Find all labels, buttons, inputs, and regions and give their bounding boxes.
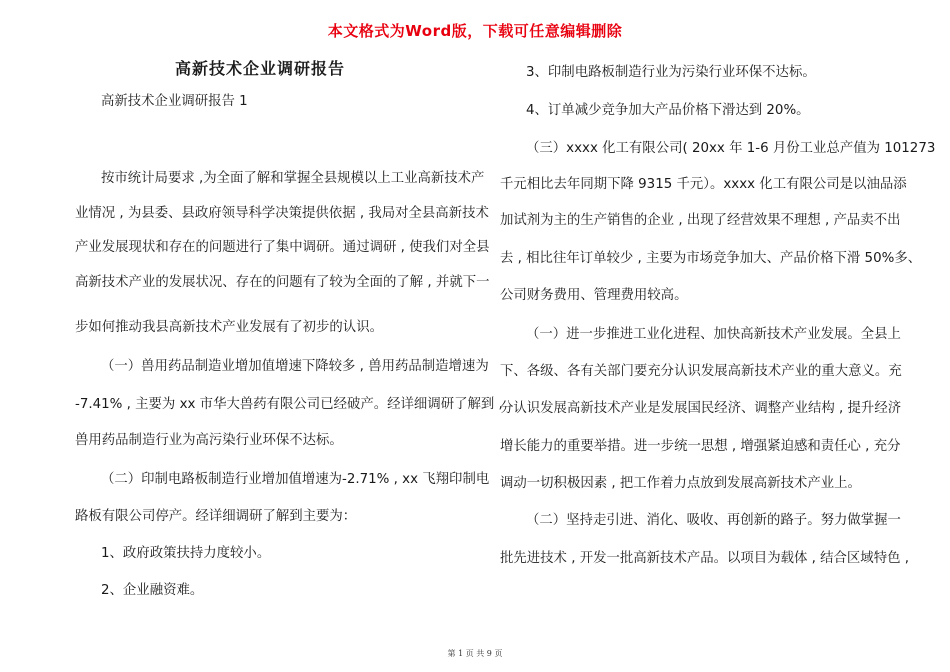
paragraph-line: 业情况 , 为县委、县政府领导科学决策提供依据 , 我局对全县高新技术 bbox=[75, 206, 489, 221]
page-footer: 第 1 页 共 9 页 bbox=[447, 649, 503, 658]
paragraph-line: （一）兽用药品制造业增加值增速下降较多 , 兽用药品制造增速为 bbox=[101, 359, 489, 374]
paragraph-line: 步如何推动我县高新技术产业发展有了初步的认识。 bbox=[75, 320, 383, 335]
paragraph-line: 4、订单减少竞争加大产品价格下滑达到 20%。 bbox=[526, 103, 810, 118]
paragraph-line: 批先进技术 , 开发一批高新技术产品。以项目为载体 , 结合区域特色 , bbox=[500, 551, 909, 566]
paragraph-line: 1、政府政策扶持力度较小。 bbox=[101, 546, 271, 561]
paragraph-line: 调动一切积极因素 , 把工作着力点放到发展高新技术产业上。 bbox=[500, 476, 861, 491]
paragraph-line: 兽用药品制造行业为高污染行业环保不达标。 bbox=[75, 433, 343, 448]
paragraph-line: （二）坚持走引进、消化、吸收、再创新的路子。努力做掌握一 bbox=[526, 513, 901, 528]
paragraph-line: 产业发展现状和存在的问题进行了集中调研。通过调研 , 使我们对全县 bbox=[75, 240, 490, 255]
paragraph-line: （一）进一步推进工业化进程、加快高新技术产业发展。全县上 bbox=[526, 327, 901, 342]
document-subtitle: 高新技术企业调研报告 1 bbox=[101, 94, 248, 109]
paragraph-line: 3、印制电路板制造行业为污染行业环保不达标。 bbox=[526, 65, 816, 80]
paragraph-line: 加试剂为主的生产销售的企业 , 出现了经营效果不理想 , 产品卖不出 bbox=[500, 213, 901, 228]
paragraph-line: 增长能力的重要举措。进一步统一思想 , 增强紧迫感和责任心 , 充分 bbox=[500, 439, 901, 454]
paragraph-line: （二）印制电路板制造行业增加值增速为-2.71% , xx 飞翔印制电 bbox=[101, 472, 490, 487]
document-title: 高新技术企业调研报告 bbox=[175, 59, 346, 78]
paragraph-line: 分认识发展高新技术产业是发展国民经济、调整产业结构 , 提升经济 bbox=[500, 401, 902, 416]
paragraph-line: 2、企业融资难。 bbox=[101, 583, 204, 598]
paragraph-line: 公司财务费用、管理费用较高。 bbox=[500, 288, 688, 303]
paragraph-line: -7.41% , 主要为 xx 市华大兽药有限公司已经破产。经详细调研了解到 , bbox=[75, 397, 503, 412]
paragraph-line: 下、各级、各有关部门要充分认识发展高新技术产业的重大意义。充 bbox=[500, 364, 902, 379]
paragraph-line: 高新技术产业的发展状况、存在的问题有了较为全面的了解 , 并就下一 bbox=[75, 275, 490, 290]
paragraph-line: 千元相比去年同期下降 9315 千元）。xxxx 化工有限公司是以油品添 bbox=[500, 177, 907, 192]
paragraph-line: 去 , 相比往年订单较少 , 主要为市场竞争加大、产品价格下滑 50%多、 bbox=[500, 251, 922, 266]
paragraph-line: （三）xxxx 化工有限公司( 20xx 年 1-6 月份工业总产值为 101273 bbox=[526, 141, 936, 156]
document-banner: 本文格式为Word版，下载可任意编辑删除 bbox=[327, 22, 623, 40]
paragraph-line: 按市统计局要求 ,为全面了解和掌握全县规模以上工业高新技术产 bbox=[101, 171, 485, 186]
paragraph-line: 路板有限公司停产。经详细调研了解到主要为： bbox=[75, 509, 357, 524]
